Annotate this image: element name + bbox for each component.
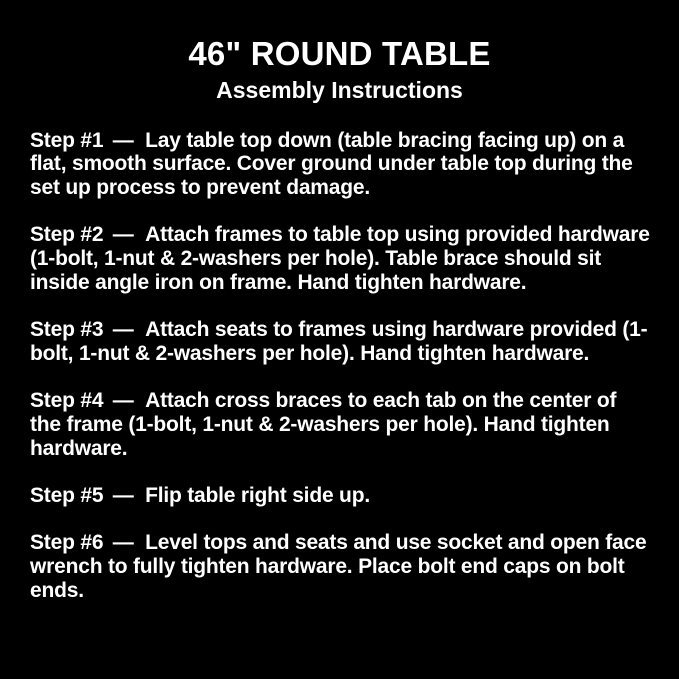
step-1-text: Lay table top down (table bracing facing up) on a flat, smooth surface. Cover ground under table top during the set up process to prevent damage. (30, 128, 633, 200)
step-6-paragraph (30, 531, 651, 603)
step-4-separator: — (112, 389, 134, 413)
step-5-separator: — (112, 483, 134, 507)
step-3-separator: — (112, 318, 134, 342)
step-6-label: Step #6 (30, 530, 104, 554)
steps-list (0, 105, 679, 603)
step-4-text: Attach cross braces to each tab on the center of the frame (1-bolt, 1-nut & 2-washers per hole). Hand tighten hardware. (30, 389, 617, 460)
step-2-label: Step #2 (30, 223, 104, 247)
step-4-label: Step #4 (30, 389, 104, 413)
step-1-paragraph (30, 129, 651, 201)
header (0, 0, 679, 105)
step-1-separator: — (112, 128, 134, 152)
step-5-text: Flip table right side up. (145, 483, 370, 507)
step-2-separator: — (112, 223, 134, 247)
step-3-paragraph (30, 318, 651, 366)
step-4-paragraph (30, 389, 651, 461)
step-2-text: Attach frames to table top using provided hardware (1-bolt, 1-nut & 2-washers per hole). Table brace should sit inside angle iron on frame. Hand tighten hardware. (30, 223, 650, 295)
step-6-text: Level tops and seats and use socket and open face wrench to fully tighten hardware. Place bolt end caps on bolt ends. (30, 530, 647, 602)
step-3-label: Step #3 (30, 318, 104, 342)
step-6-separator: — (112, 530, 134, 554)
step-5-paragraph (30, 484, 651, 508)
page-title: 46" ROUND TABLE (188, 35, 491, 72)
step-3-text: Attach seats to frames using hardware provided (1-bolt, 1-nut & 2-washers per hole). Hand tighten hardware. (30, 318, 648, 366)
step-5-label: Step #5 (30, 483, 104, 507)
page-subtitle: Assembly Instructions (216, 76, 463, 103)
step-1-label: Step #1 (30, 128, 104, 152)
step-2-paragraph (30, 223, 651, 295)
